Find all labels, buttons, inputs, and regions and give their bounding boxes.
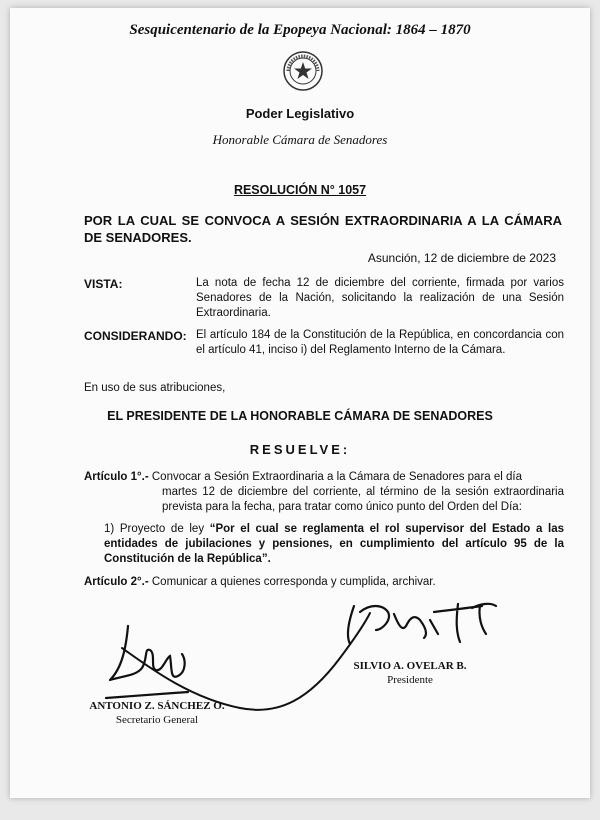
secretary-name: ANTONIO Z. SÁNCHEZ O. [89, 700, 225, 712]
president-name: SILVIO A. OVELAR B. [353, 660, 467, 672]
chamber-name: Honorable Cámara de Senadores [212, 132, 388, 147]
resolution-date: Asunción, 12 de diciembre de 2023 [367, 251, 556, 265]
secretary-role: Secretario General [115, 714, 199, 726]
agenda-item-number: 1) [104, 523, 115, 535]
organization-name: Poder Legislativo [245, 106, 355, 121]
article-2-label: Artículo 2°.- [84, 576, 149, 588]
resolution-title: RESOLUCIÓN N° 1057 [233, 183, 367, 197]
article-2-text: Comunicar a quienes corresponda y cumplida, archivar. [151, 576, 436, 588]
resolution-subject: POR LA CUAL SE CONVOCA A SESIÓN EXTRAORDINARIA A LA CÁMARA DE SENADORES. [84, 213, 562, 245]
vista-text: La nota de fecha 12 de diciembre del corriente, firmada por varios Senadores de la Nación, solicitando la realización de una Sesión Extraordinaria. [196, 277, 564, 319]
agenda-item-prefix: Proyecto de ley [119, 523, 205, 535]
agenda-item-title: “Por el cual se reglamenta el rol supervisor del Estado a las entidades de jubilaciones y pensiones, en cumplimiento del artículo 95 de la Constitución de la República”. [104, 523, 564, 565]
document-page [10, 8, 590, 798]
secretary-signature [106, 626, 188, 698]
powers-statement: En uso de sus atribuciones, [84, 382, 226, 394]
considerando-label: CONSIDERANDO: [84, 329, 187, 343]
commemoration-header: Sesquicentenario de la Epopeya Nacional: 1864 – 1870 [129, 22, 471, 38]
article-1-label: Artículo 1°.- [84, 471, 149, 483]
article-1-first-line: Convocar a Sesión Extraordinaria a la Cámara de Senadores para el día [151, 471, 523, 483]
vista-label: VISTA: [84, 277, 123, 291]
handwritten-signatures [10, 8, 590, 798]
considerando-text: El artículo 184 de la Constitución de la República, en concordancia con el artículo 41, inciso i) del Reglamento Interno de la Cámara. [196, 329, 564, 356]
article-1-continuation: martes 12 de diciembre del corriente, al término de la sesión extraordinaria prevista para la fecha, para tratar como único punto del Orden del Día: [162, 486, 564, 513]
resuelve-heading: RESUELVE: [249, 442, 351, 457]
president-signature [348, 604, 496, 644]
president-title: EL PRESIDENTE DE LA HONORABLE CÁMARA DE SENADORES [107, 409, 493, 423]
president-role: Presidente [387, 674, 433, 686]
